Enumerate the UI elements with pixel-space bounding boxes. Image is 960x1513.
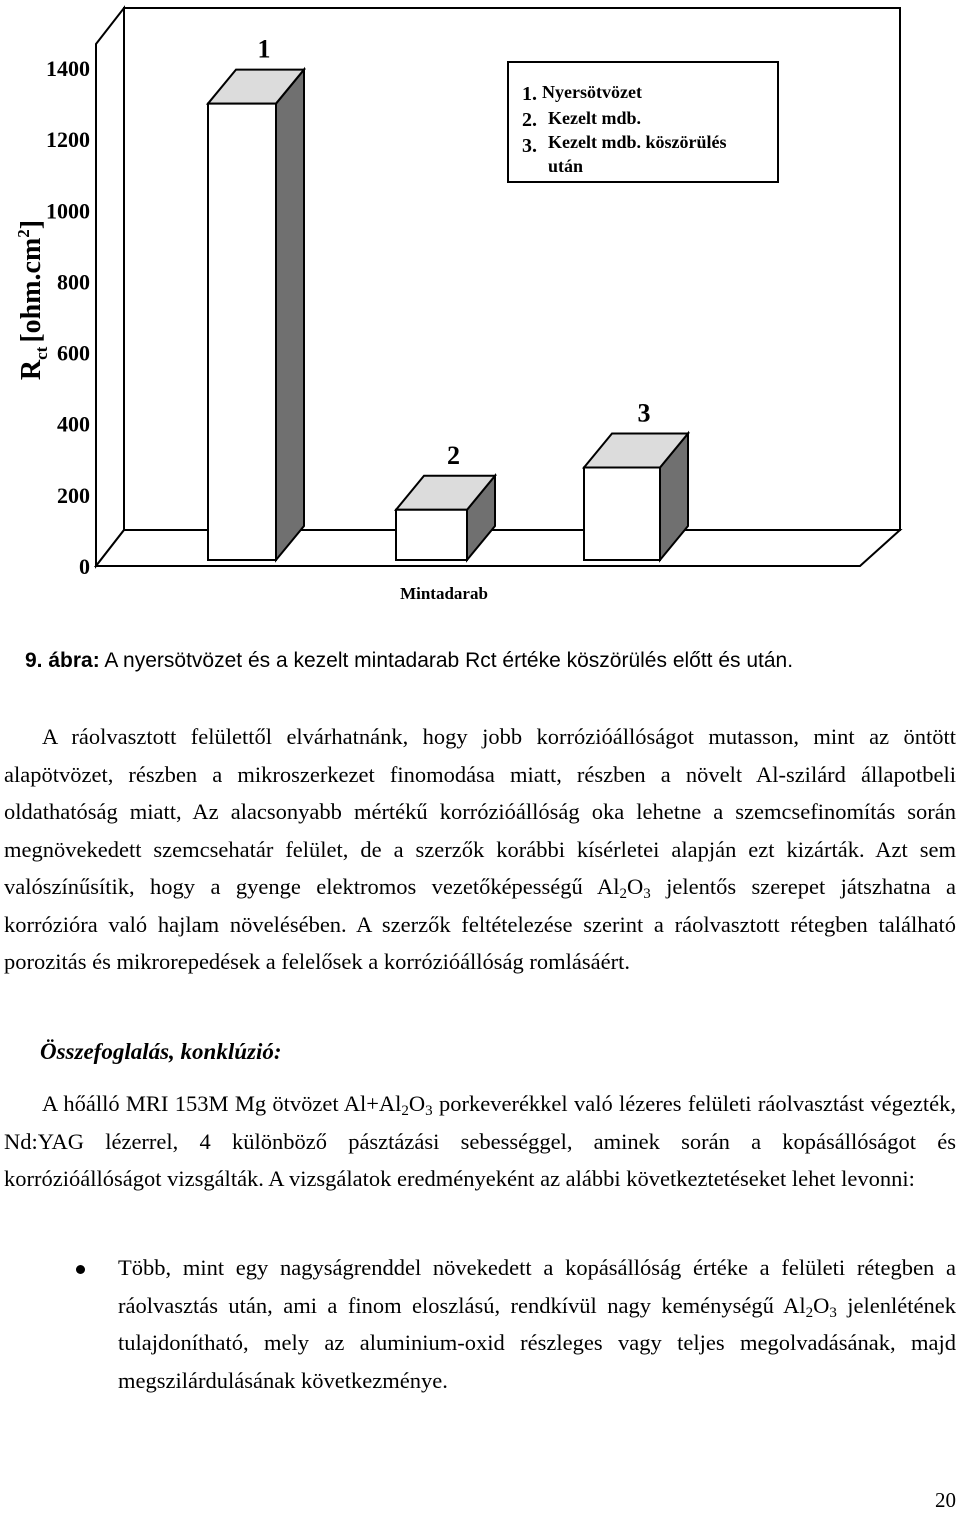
bar-label: 3 <box>637 398 651 428</box>
bar-chart <box>0 0 960 620</box>
legend-item-3-cont: után <box>548 156 584 176</box>
bullet1-mid: O <box>813 1292 830 1318</box>
y-tick-label: 1400 <box>46 56 90 81</box>
bar-front <box>396 510 467 560</box>
bar-label: 2 <box>447 440 460 470</box>
para1-part1: A ráolvasztott felülettől elvárhatnánk, hogy jobb korrózióállóságot mutasson, mint az öntött alapötvözet, részben a mikroszerkezet finomodása miatt, részben a növelt Al-szilárd állapotbeli oldathatóság miatt, Az alacsonyabb mértékű korrózióállóság oka lehetne a szemcsefinomítás során megnövekedett szemcsehatár felület, de a szerzők korábbi kísérletei alapján ezt kizárták. Azt sem valószínűsítik, hogy a gyenge elektromos vezetőképességű Al <box>4 724 956 899</box>
legend-item-1: Nyersötvözet <box>542 82 642 102</box>
caption-label: 9. ábra: <box>25 649 100 672</box>
page-number: 20 <box>935 1488 956 1512</box>
ylabel-sup: 2 <box>14 229 33 238</box>
svg-text:Rct[ohm.cm2] <box>14 220 51 380</box>
legend-item-2: Kezelt mdb. <box>548 108 641 128</box>
y-ticks <box>46 56 90 579</box>
y-axis-label <box>14 220 51 380</box>
bar-label: 1 <box>257 34 271 64</box>
y-tick-label: 0 <box>79 554 90 579</box>
para1-sub2: 3 <box>643 886 651 902</box>
paragraph-2 <box>4 1085 956 1198</box>
ylabel-main: R <box>16 359 47 381</box>
y-tick-label: 1200 <box>46 127 90 153</box>
y-tick-label: 400 <box>57 411 90 437</box>
y-tick-label: 800 <box>57 269 90 295</box>
section-heading: Összefoglalás, konklúzió: <box>40 1039 282 1064</box>
bar-front <box>208 104 276 560</box>
bar-side <box>276 70 304 560</box>
x-axis-label: Mintadarab <box>400 584 488 603</box>
para1-mid: O <box>626 874 644 899</box>
bullet-icon <box>76 1265 85 1274</box>
legend-number-3: 3. <box>522 135 537 157</box>
para1-part2: jelentős szerepet játszhatna a korrózióra való hajlam növelésében. A szerzők feltételezése szerint a ráolvasztott rétegben található porozitás és mikrorepedések a felelősek a korrózióállóság romlásáért. <box>4 874 956 974</box>
bar-front <box>584 467 660 560</box>
para2-part1: A hőálló MRI 153M Mg ötvözet Al+Al <box>42 1091 402 1116</box>
bullet1-part2: jelenlétének tulajdonítható, mely az aluminium-oxid részleges vagy teljes megolvadásának, majd megszilárdulásának következménye. <box>118 1292 956 1393</box>
caption-text: A nyersötvözet és a kezelt mintadarab Rct értéke köszörülés előtt és után. <box>99 649 794 672</box>
figure-caption <box>25 646 955 676</box>
legend <box>508 62 778 182</box>
para2-sub1: 2 <box>401 1103 409 1119</box>
y-tick-label: 200 <box>57 482 90 508</box>
bullet1-part1: Több, mint egy nagyságrenddel növekedett a kopásállóság értéke a felületi rétegben a ráolvasztás után, ami a finom eloszlású, rendkívül nagy keménységű Al <box>118 1255 956 1318</box>
paragraph-1 <box>4 718 956 981</box>
para2-sub2: 3 <box>425 1103 433 1119</box>
para2-mid: O <box>408 1091 426 1116</box>
ylabel-close: ] <box>16 219 47 230</box>
chart-left-wall <box>96 8 124 566</box>
bullet-item-1 <box>118 1249 956 1399</box>
legend-number-2: 2. <box>522 109 537 131</box>
bullet1-sub2: 3 <box>829 1304 837 1321</box>
ylabel-unit: [ohm.cm <box>16 237 47 343</box>
y-tick-label: 1000 <box>46 198 90 224</box>
bullet1-sub1: 2 <box>805 1304 814 1321</box>
para1-sub1: 2 <box>619 886 627 902</box>
y-tick-label: 600 <box>57 340 90 366</box>
ylabel-sub: ct <box>32 346 51 360</box>
legend-number-1: 1. <box>522 83 537 105</box>
legend-item-3: Kezelt mdb. köszörülés <box>548 132 727 152</box>
para2-part2: porkeverékkel való lézeres felületi ráolvasztást végezték, Nd:YAG lézerrel, 4 különböző pásztázási sebességgel, aminek során a kopásállóságot és korrózióállóságot vizsgálták. A vizsgálatok eredményeként az alábbi következtetéseket lehet levonni: <box>4 1091 956 1191</box>
